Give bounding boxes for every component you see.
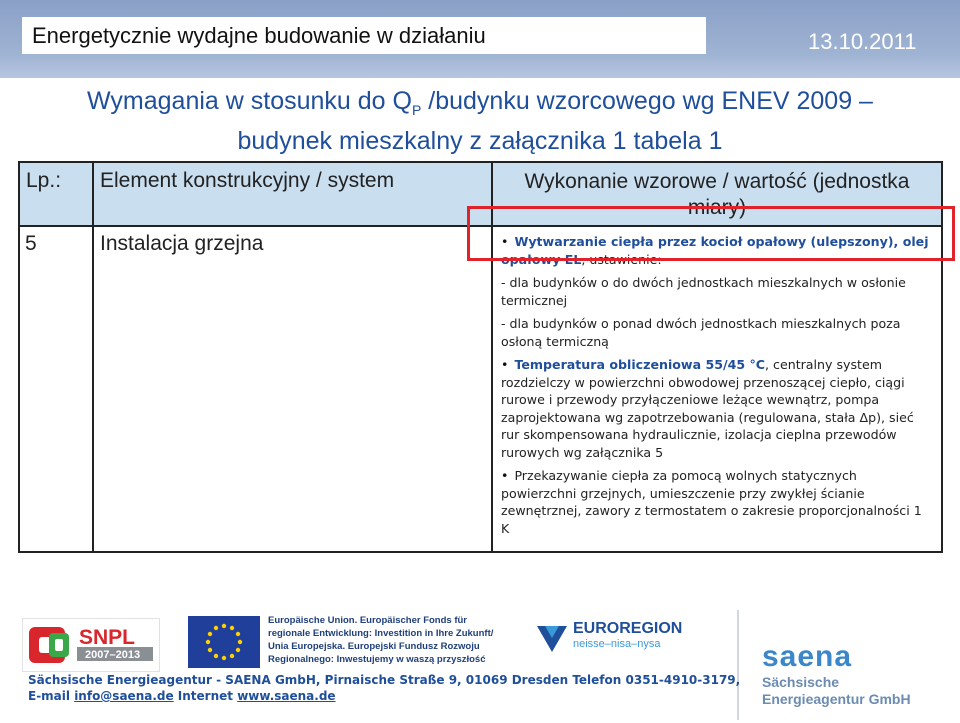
eu-flag-icon: [188, 616, 260, 668]
slide-heading: [0, 86, 960, 157]
contact-links: E-mail info@saena.de Internet www.saena.de: [28, 689, 336, 703]
bullet-heat-generation: • Wytwarzanie ciepła przez kocioł opałowy (ulepszony), olej opałowy EL, ustawienie:: [501, 233, 933, 268]
heading-line-1: Wymagania w stosunku do $Q_P$ /budynku wzorcowego wg ENEV 2009 –: [87, 87, 873, 118]
snpl-logo: [22, 618, 160, 672]
eu-funding-text: Europäische Union. Europäischer Fonds für regionale Entwicklung: Investition in Ihre Zukunft/ Unia Europejska. Europejski Fundusz Rozwoju Regionalnego: Inwestujemy w waszą przyszłość: [268, 615, 494, 665]
row-element-name: Instalacja grzejna: [93, 226, 492, 552]
website-link[interactable]: www.saena.de: [237, 689, 336, 703]
saena-logo: saena Sächsische Energieagentur GmbH: [762, 640, 911, 707]
row-number: 5: [19, 226, 93, 552]
paragraph-more-units: - dla budynków o ponad dwóch jednostkach mieszkalnych poza osłoną termiczną: [501, 316, 901, 349]
table-row: [19, 226, 942, 552]
bullet-design-temperature: • Temperatura obliczeniowa 55/45 °C, centralny system rozdzielczy w powierzchni obwodowej przenoszącej ciepło, ciągi rurowe i przewody przyłączeniowe leżące wewnątrz, pompa zaprojektowana wg zapotrzebowania (regulowana, stała Δp), sieć rur skompensowana hydraulicznie, izolacja cieplna przewodów rurowych wg załącznika 5: [501, 356, 933, 461]
snpl-name: SNPL: [79, 626, 136, 649]
column-header-element: Element konstrukcyjny / system: [93, 162, 492, 226]
contact-info: [28, 672, 748, 704]
row-description: [492, 226, 942, 552]
requirements-table: [18, 161, 943, 553]
presentation-date: 13.10.2011: [808, 29, 917, 54]
snpl-years: 2007–2013: [85, 649, 141, 661]
contact-address: Sächsische Energieagentur - SAENA GmbH, Pirnaische Straße 9, 01069 Dresden Telefon 0351-4910-3179,: [28, 673, 741, 687]
paragraph-two-units: - dla budynków o do dwóch jednostkach mieszkalnych w osłonie termicznej: [501, 275, 906, 308]
bullet-heat-transfer: • Przekazywanie ciepła za pomocą wolnych statycznych powierzchni grzejnych, umieszczenie przy zwykłej ścianie zewnętrznej, zawory z termostatem o zakresie proporcjonalności 1 K: [501, 467, 933, 537]
heading-line-2: budynek mieszkalny z załącznika 1 tabela 1: [237, 127, 723, 155]
column-header-number: Lp.:: [19, 162, 93, 226]
top-banner: [0, 0, 960, 78]
snpl-mark-icon: [23, 619, 159, 671]
email-link[interactable]: info@saena.de: [74, 689, 174, 703]
euregio-logo: EUROREGION neisse–nisa–nysa: [535, 620, 685, 656]
presentation-title: Energetycznie wydajne budowanie w działaniu: [22, 17, 706, 54]
column-header-execution: Wykonanie wzorowe / wartość (jednostka miary): [492, 162, 942, 226]
euregio-mark-icon: [535, 622, 569, 656]
table-header-row: [19, 162, 942, 226]
